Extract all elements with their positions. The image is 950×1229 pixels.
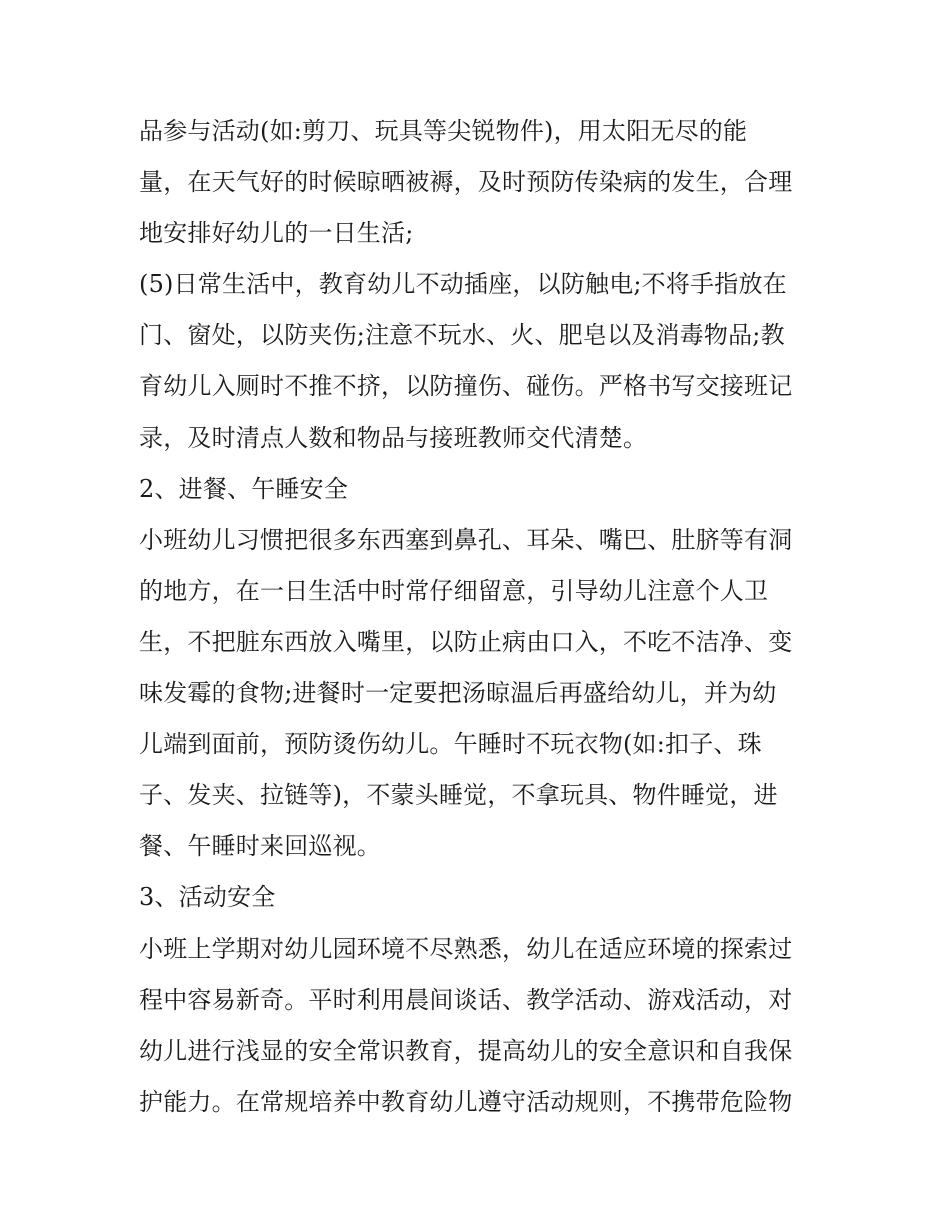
text-line: 生，不把脏东西放入嘴里，以防止病由口入，不吃不洁净、变 [139, 627, 793, 656]
text-line: 育幼儿入厕时不推不挤，以防撞伤、碰伤。严格书写交接班记 [139, 372, 793, 401]
document-body [139, 106, 829, 1128]
section-heading: 3、活动安全 [139, 883, 276, 912]
text-line: (5)日常生活中，教育幼儿不动插座，以防触电;不将手指放在 [139, 270, 787, 299]
text-line: 品参与活动(如:剪刀、玩具等尖锐物件)，用太阳无尽的能 [139, 117, 748, 145]
text-line: 量，在天气好的时候晾晒被褥，及时预防传染病的发生，合理 [139, 168, 793, 197]
section-heading: 2、进餐、午睡安全 [139, 474, 349, 503]
text-line: 护能力。在常规培养中教育幼儿遵守活动规则，不携带危险物 [139, 1087, 793, 1116]
text-line: 地安排好幼儿的一日生活; [139, 219, 414, 248]
text-line: 的地方，在一日生活中时常仔细留意，引导幼儿注意个人卫 [139, 576, 769, 605]
text-line: 程中容易新奇。平时利用晨间谈话、教学活动、游戏活动，对 [139, 985, 793, 1014]
text-line: 味发霉的食物;进餐时一定要把汤晾温后再盛给幼儿，并为幼 [139, 679, 777, 708]
text-line: 子、发夹、拉链等)，不蒙头睡觉，不拿玩具、物件睡觉，进 [139, 781, 778, 810]
text-line: 门、窗处，以防夹伤;注意不玩水、火、肥皂以及消毒物品;教 [139, 321, 785, 350]
text-line: 录，及时清点人数和物品与接班教师交代清楚。 [139, 423, 648, 452]
text-line: 小班幼儿习惯把很多东西塞到鼻孔、耳朵、嘴巴、肚脐等有洞 [139, 525, 793, 554]
text-line: 幼儿进行浅显的安全常识教育，提高幼儿的安全意识和自我保 [139, 1036, 793, 1065]
text-line: 儿端到面前，预防烫伤幼儿。午睡时不玩衣物(如:扣子、珠 [139, 730, 762, 759]
text-line: 餐、午睡时来回巡视。 [139, 832, 381, 861]
text-line: 小班上学期对幼儿园环境不尽熟悉，幼儿在适应环境的探索过 [139, 934, 793, 963]
